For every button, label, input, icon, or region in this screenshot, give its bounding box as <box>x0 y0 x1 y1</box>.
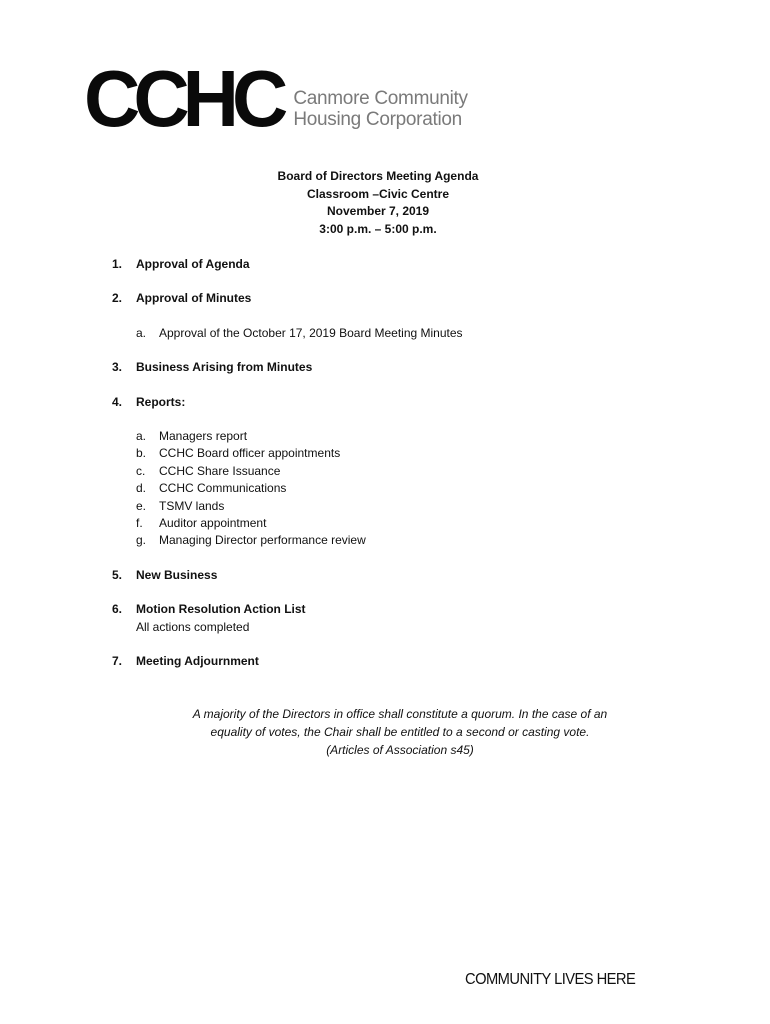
sub-item-text: Auditor appointment <box>159 516 267 531</box>
sub-item-letter: a. <box>136 429 147 444</box>
sub-item <box>136 480 672 497</box>
sub-item <box>136 515 672 532</box>
meeting-location: Classroom –Civic Centre <box>306 186 450 201</box>
sub-item-text: CCHC Board officer appointments <box>159 446 341 461</box>
agenda-item-title: Business Arising from Minutes <box>136 360 313 375</box>
sub-item-text: Managing Director performance review <box>159 533 366 548</box>
sub-item-letter: b. <box>136 446 147 461</box>
sub-item-letter: c. <box>136 463 146 478</box>
agenda-item-number: 1. <box>112 257 123 271</box>
sub-item-text: CCHC Share Issuance <box>159 463 281 478</box>
agenda-item-number: 5. <box>112 567 123 582</box>
sub-item <box>136 445 672 462</box>
quorum-note <box>0 705 770 759</box>
agenda-item <box>112 394 672 550</box>
agenda-item-number: 2. <box>112 291 123 306</box>
agenda-item <box>112 601 672 636</box>
agenda-item <box>112 567 672 584</box>
cchc-logo <box>84 53 468 144</box>
agenda-item-note: All actions completed <box>136 619 250 634</box>
meeting-date: November 7, 2019 <box>326 204 430 218</box>
agenda-item-number: 3. <box>112 360 123 375</box>
sub-item-text: TSMV lands <box>159 498 225 513</box>
sub-item-letter: f. <box>136 516 143 531</box>
agenda-list <box>112 256 672 688</box>
quorum-note-line-3: (Articles of Association s45) <box>326 743 474 757</box>
logo-wordmark <box>293 88 467 130</box>
agenda-item-number: 7. <box>112 654 123 669</box>
agenda-item-title: Motion Resolution Action List <box>136 602 306 617</box>
sub-item-text: CCHC Communications <box>159 481 287 496</box>
meeting-time: 3:00 p.m. – 5:00 p.m. <box>319 221 437 236</box>
agenda-item-title: Approval of Minutes <box>136 291 252 306</box>
quorum-note-line-1: A majority of the Directors in office shall constitute a quorum. In the case of an <box>192 707 608 721</box>
agenda-item <box>112 256 672 273</box>
agenda-item <box>112 359 672 376</box>
quorum-note-line-2: equality of votes, the Chair shall be entitled to a second or casting vote. <box>210 725 590 739</box>
agenda-item-title: New Business <box>136 567 218 582</box>
agenda-item-title: Reports: <box>136 394 186 409</box>
sub-item-letter: d. <box>136 481 147 496</box>
sub-item-list <box>136 428 672 550</box>
agenda-header <box>0 168 756 238</box>
logo-line-1: Canmore Community <box>293 88 468 109</box>
sub-item-list <box>136 325 672 342</box>
sub-item <box>136 325 672 342</box>
agenda-item-title: Meeting Adjournment <box>136 654 259 669</box>
sub-item-text: Approval of the October 17, 2019 Board Meeting Minutes <box>159 325 463 340</box>
agenda-item <box>112 653 672 670</box>
agenda-item <box>112 290 672 342</box>
agenda-item-title: Approval of Agenda <box>136 257 250 271</box>
sub-item-letter: g. <box>136 533 147 548</box>
logo-mark: CCHC <box>84 53 282 144</box>
sub-item <box>136 498 672 515</box>
sub-item-letter: a. <box>136 325 147 340</box>
footer-tagline: COMMUNITY LIVES HERE <box>465 971 636 988</box>
meeting-title: Board of Directors Meeting Agenda <box>277 169 479 183</box>
agenda-item-number: 4. <box>112 394 123 409</box>
sub-item <box>136 532 672 549</box>
sub-item <box>136 463 672 480</box>
logo-line-2: Housing Corporation <box>293 109 462 130</box>
sub-item-letter: e. <box>136 498 147 513</box>
sub-item-text: Managers report <box>159 429 248 444</box>
sub-item <box>136 428 672 445</box>
agenda-item-number: 6. <box>112 602 123 617</box>
